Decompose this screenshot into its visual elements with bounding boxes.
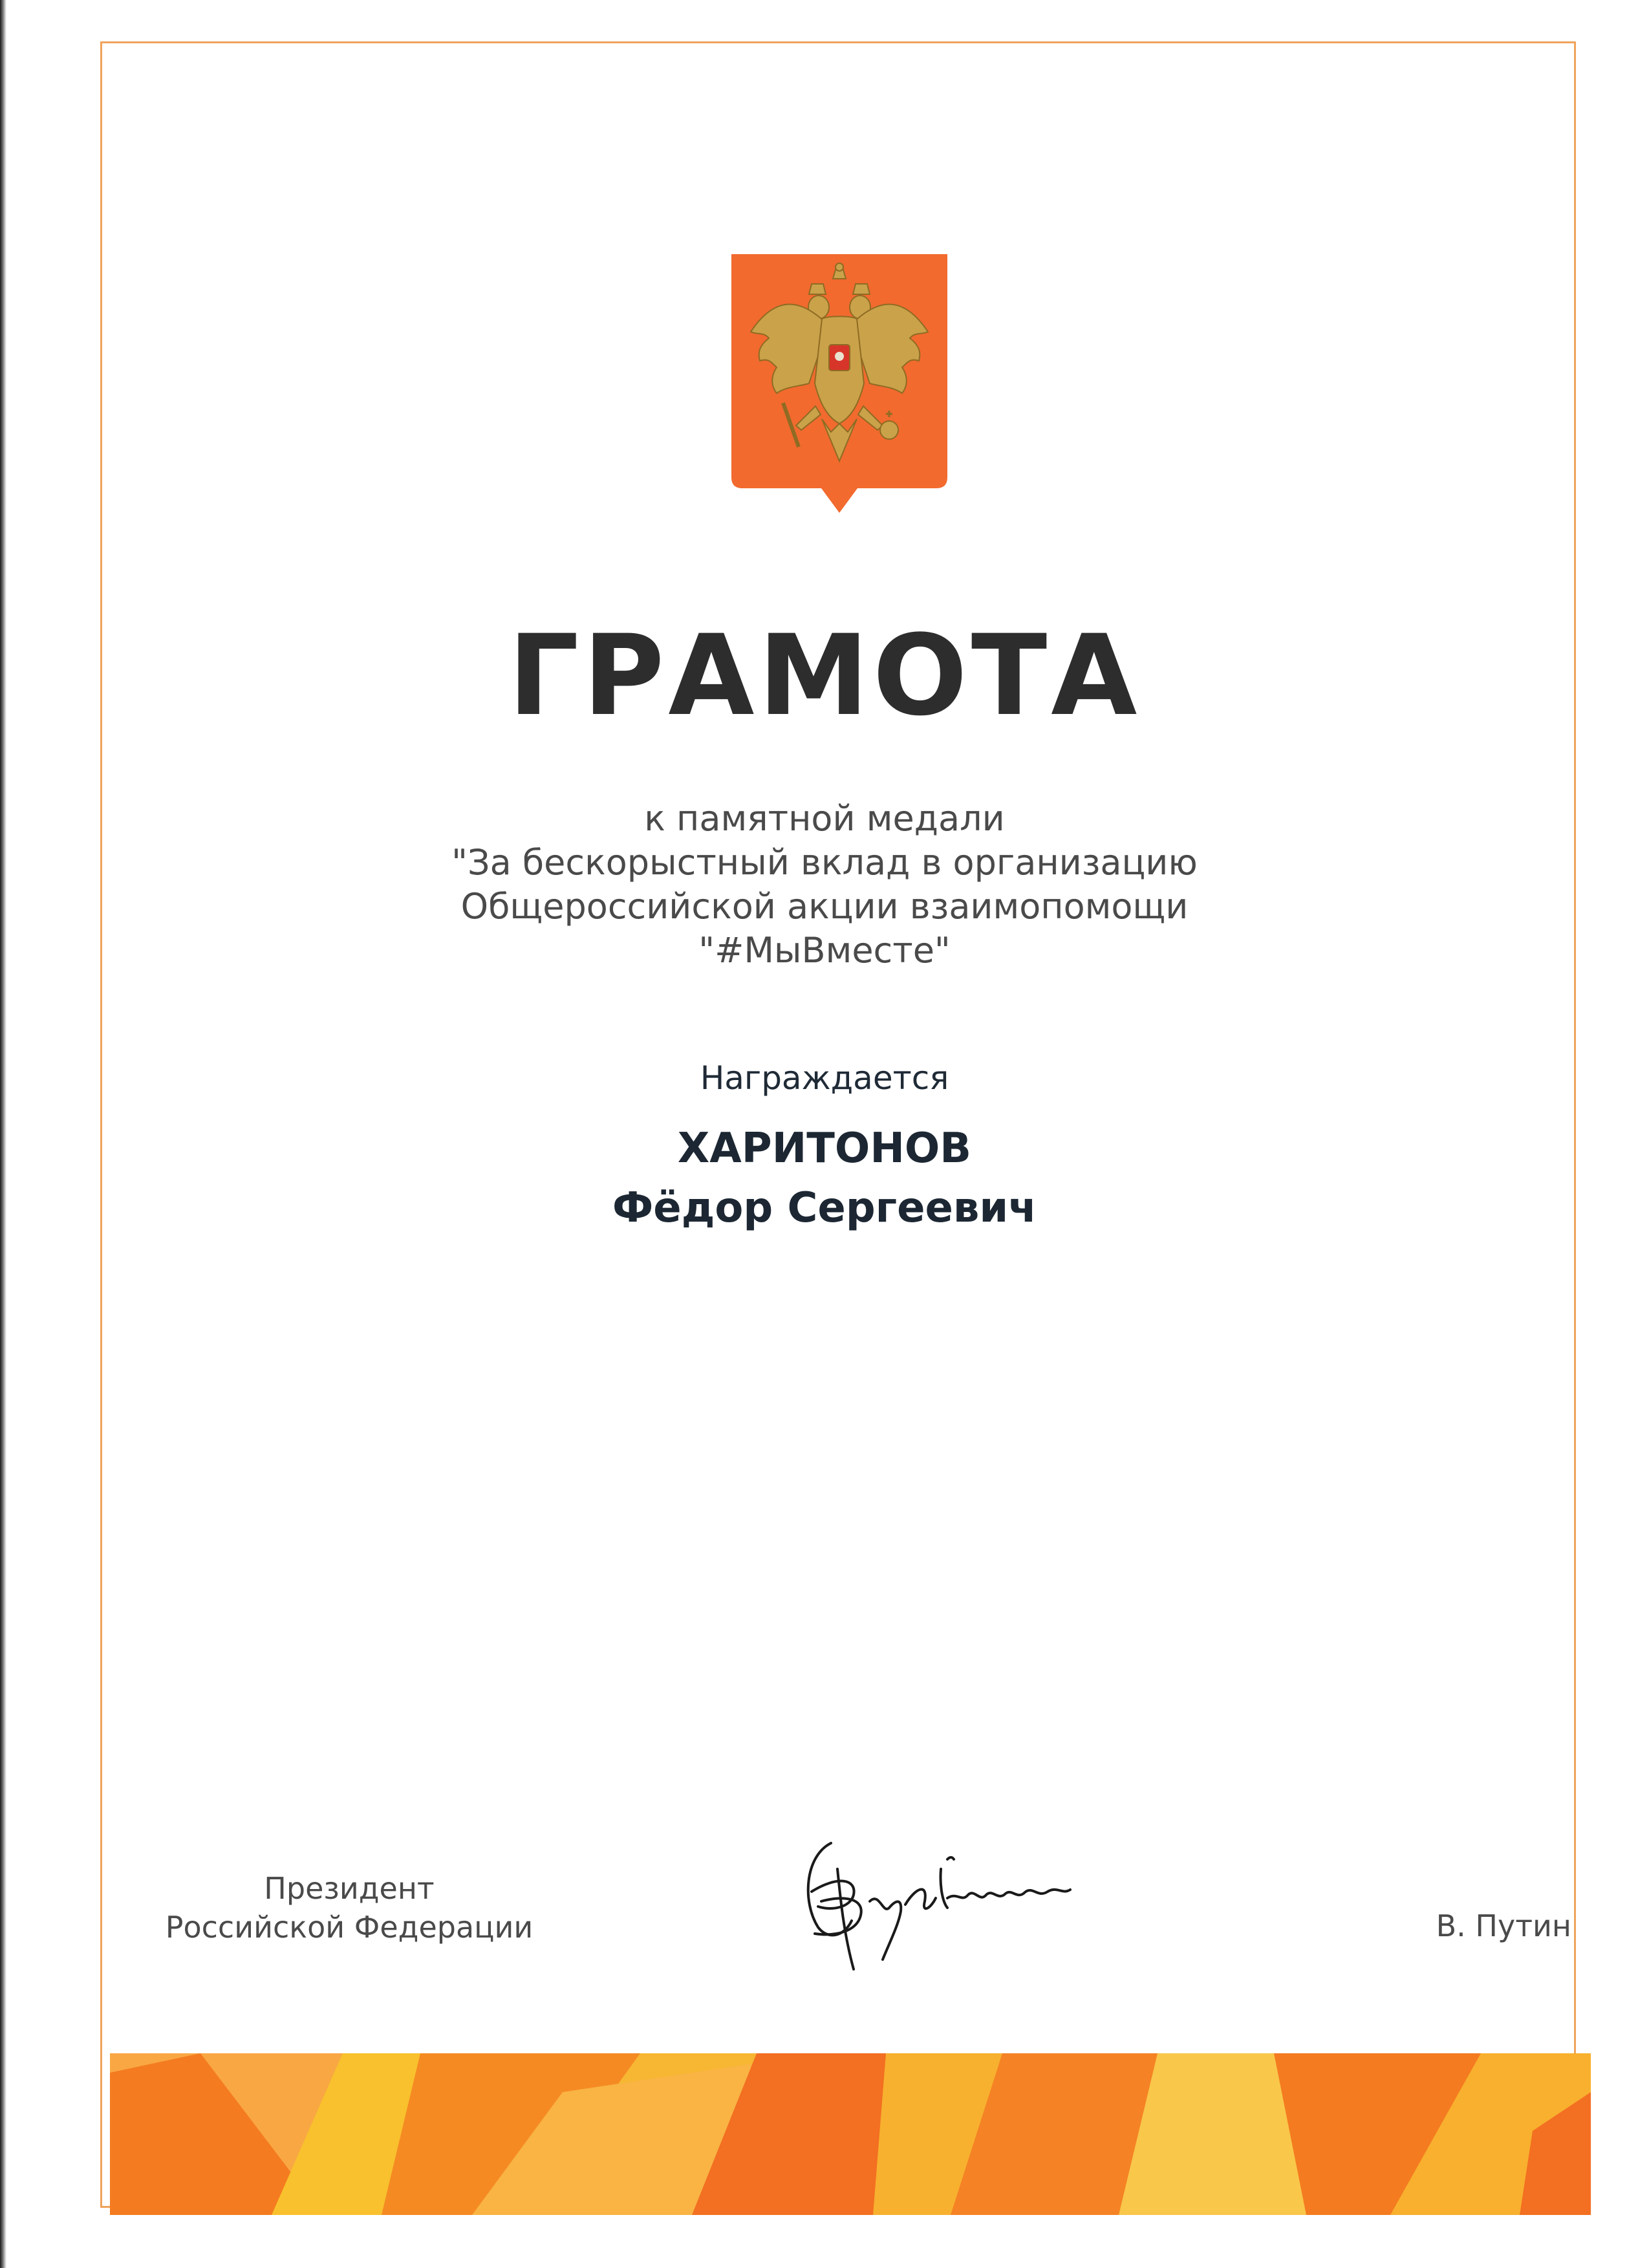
signer-name: В. Путин xyxy=(1436,1908,1571,1943)
award-description xyxy=(0,797,1649,973)
decorative-bottom-band xyxy=(110,2053,1591,2215)
award-description-line: к памятной медали xyxy=(644,798,1005,839)
recipient-surname: ХАРИТОНОВ xyxy=(677,1125,972,1172)
signer-position-line: Российской Федерации xyxy=(165,1910,534,1945)
awarded-label: Награждается xyxy=(700,1059,949,1097)
recipient-name xyxy=(0,1119,1649,1238)
recipient-given-names: Фёдор Сергеевич xyxy=(612,1184,1037,1232)
document-title: ГРАМОТА xyxy=(508,610,1141,740)
award-description-line: "За бескорыстный вклад в организацию xyxy=(451,842,1198,883)
russian-coat-of-arms-icon xyxy=(731,254,947,513)
handwritten-signature xyxy=(792,1830,1128,1979)
signer-position-line: Президент xyxy=(264,1871,435,1906)
signer-position xyxy=(129,1869,569,1947)
award-description-line: "#МыВместе" xyxy=(698,930,951,971)
award-description-line: Общероссийской акции взаимопомощи xyxy=(460,886,1189,927)
